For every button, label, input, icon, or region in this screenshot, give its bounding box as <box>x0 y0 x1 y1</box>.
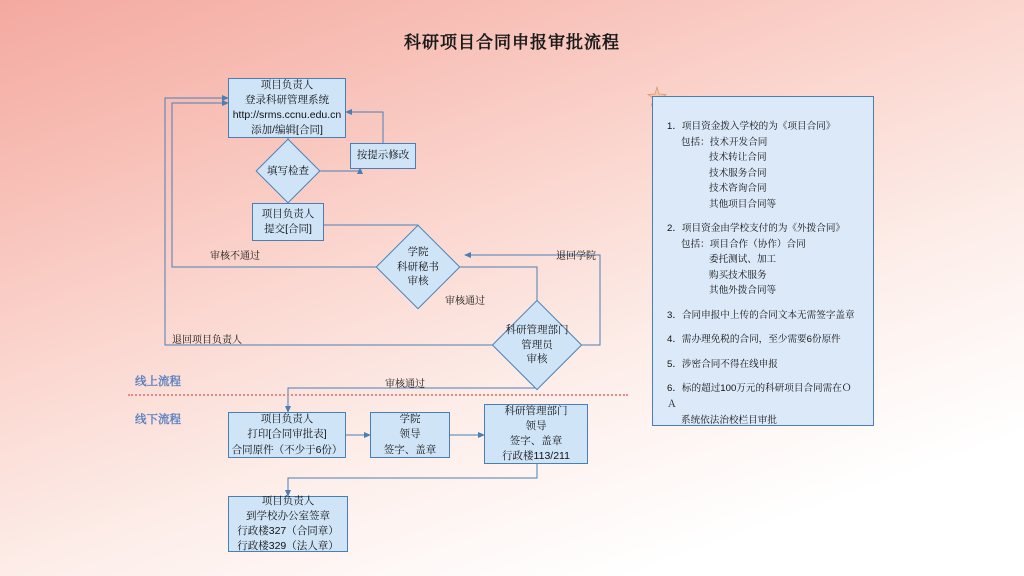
node-print-line-0: 项目负责人 <box>260 413 314 426</box>
note-item <box>667 221 861 299</box>
node-admin-sign <box>484 404 588 464</box>
node-print <box>228 412 346 458</box>
node-admin-sign-line-2: 签字、盖章 <box>509 435 563 447</box>
note-item <box>667 357 861 373</box>
node-check-line-0: 填写检查 <box>267 164 309 177</box>
edge-label-pass-admin: 审核通过 <box>385 379 425 390</box>
edge-label-pass-college: 审核通过 <box>445 296 485 307</box>
note-item <box>667 381 861 428</box>
node-admin-sign-line-1: 领导 <box>525 419 547 432</box>
edge-label-return-owner: 退回项目负责人 <box>172 335 242 346</box>
phase-divider <box>128 394 628 396</box>
node-school-sign-line-1: 到学校办公室签章 <box>246 509 330 522</box>
node-school-sign-line-2: 行政楼327（合同章） <box>237 525 339 537</box>
node-college-sign-line-1: 领导 <box>399 428 421 441</box>
note-line: 4．需办理免税的合同，至少需要6份原件 <box>667 334 841 346</box>
node-submit-line-1: 提交[合同] <box>264 223 312 235</box>
note-subline: 包括：项目合作（协作）合同 <box>681 238 806 250</box>
note-subline-2: 购买技术服务 <box>709 269 767 281</box>
node-admin-review-line-2: 审核 <box>526 353 548 366</box>
note-item <box>667 308 861 324</box>
edge-label-not-pass: 审核不通过 <box>210 251 260 262</box>
page-title: 科研项目合同申报审批流程 <box>404 33 620 52</box>
node-fix <box>350 143 416 169</box>
node-print-line-1: 打印[合同审批表] <box>247 428 327 441</box>
note-subline-2: 其他外拨合同等 <box>709 285 777 297</box>
note-subline-2: 委托测试、加工 <box>709 254 777 266</box>
note-subline-2: 技术服务合同 <box>709 167 767 179</box>
note-subline: 包括：技术开发合同 <box>681 136 768 148</box>
node-college-sign <box>370 412 450 458</box>
node-submit-line-0: 项目负责人 <box>261 207 315 220</box>
node-start-line-3: 添加/编辑[合同] <box>251 124 323 137</box>
note-item <box>667 332 861 348</box>
note-subline-2: 技术转让合同 <box>709 152 767 164</box>
node-college-sign-line-2: 签字、盖章 <box>383 443 437 456</box>
note-line: 3．合同申报中上传的合同文本无需签字盖章 <box>667 309 855 321</box>
note-item <box>667 119 861 212</box>
node-print-line-2: 合同原件（不少于6份） <box>231 443 343 456</box>
node-college-review-line-1: 科研秘书 <box>397 260 439 273</box>
phase-label-online: 线上流程 <box>135 376 181 388</box>
node-start-line-2: http://srms.ccnu.edu.cn <box>232 109 342 121</box>
node-start <box>228 78 346 138</box>
note-line: 1．项目资金拨入学校的为《项目合同》 <box>667 121 836 132</box>
node-submit <box>252 203 324 241</box>
node-admin-review-line-1: 管理员 <box>521 338 553 351</box>
node-college-review-line-0: 学院 <box>407 245 429 258</box>
node-school-sign-line-3: 行政楼329（法人章） <box>237 540 339 553</box>
node-college-sign-line-0: 学院 <box>399 413 421 426</box>
node-admin-review-line-0: 科研管理部门 <box>505 323 569 336</box>
node-school-sign-line-0: 项目负责人 <box>261 494 315 507</box>
note-subline-2: 技术咨询合同 <box>709 183 767 195</box>
note-subline: 系统依法治校栏目审批 <box>681 414 777 426</box>
note-line: 6．标的超过100万元的科研项目合同需在Ｏ Ａ <box>667 383 852 410</box>
phase-label-offline: 线下流程 <box>135 414 181 426</box>
node-admin-sign-line-0: 科研管理部门 <box>504 404 568 417</box>
note-line: 2．项目资金由学校支付的为《外拨合同》 <box>667 223 846 235</box>
note-subline-2: 其他项目合同等 <box>709 198 777 210</box>
node-admin-sign-line-3: 行政楼113/211 <box>502 450 570 463</box>
node-start-line-1: 登录科研管理系统 <box>245 93 329 106</box>
edge-label-return-college: 退回学院 <box>556 251 596 262</box>
node-fix-line-0: 按提示修改 <box>356 149 410 162</box>
note-line: 5．涉密合同不得在线申报 <box>667 358 778 370</box>
node-college-review-line-2: 审核 <box>407 275 429 288</box>
node-start-line-0: 项目负责人 <box>260 78 314 91</box>
notes-panel <box>652 96 874 426</box>
node-school-sign <box>228 496 348 552</box>
